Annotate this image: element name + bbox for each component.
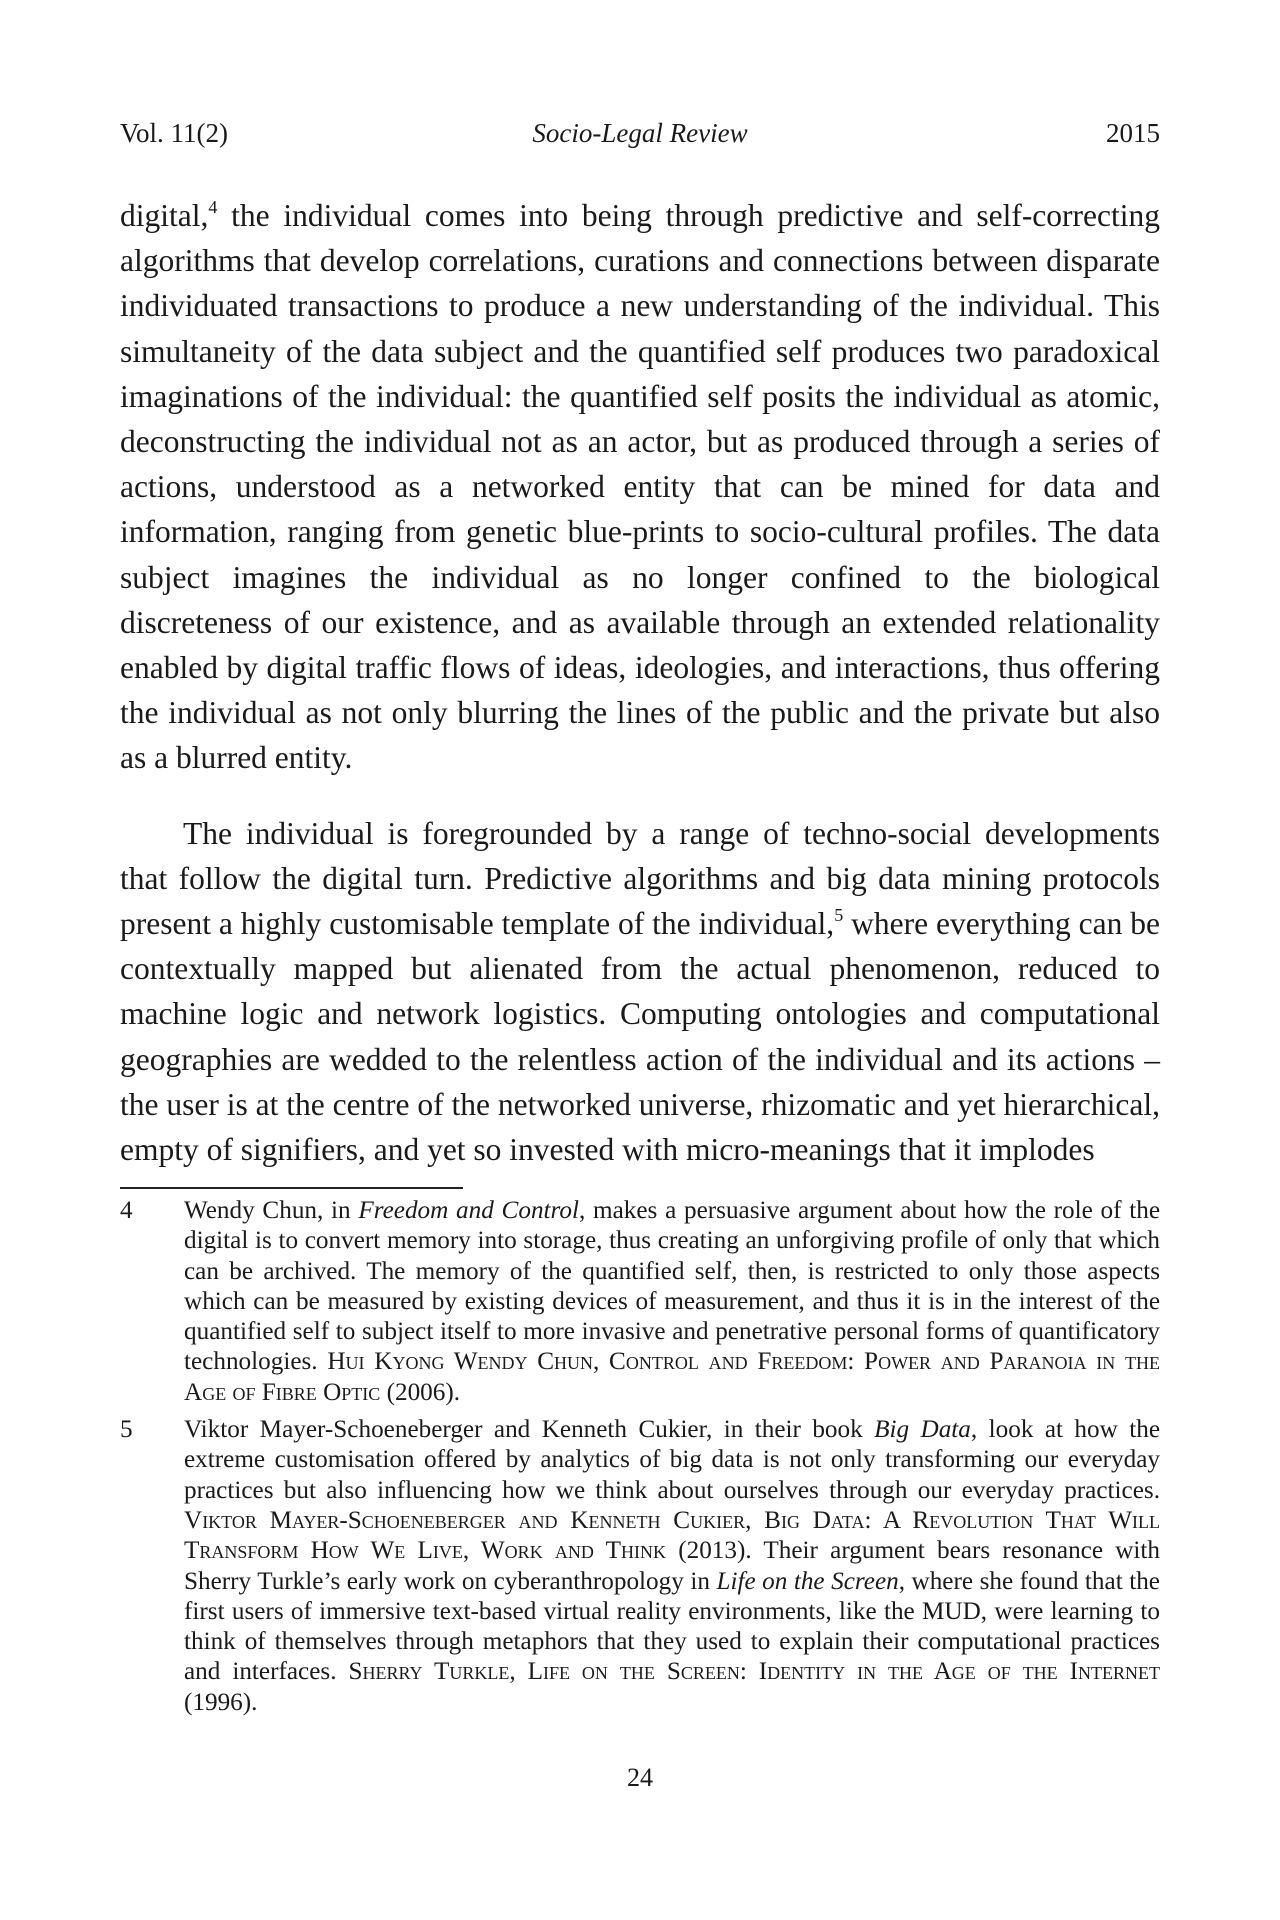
footnote-text: Wendy Chun, in <box>184 1197 359 1224</box>
footnote-ref-5[interactable]: 5 <box>834 904 844 925</box>
footnote-text: , makes a persuasive argument about how the role of the digital is to convert memory into storage, thus creating an unforgiving profile of only that which can be archived. The memory of the quantified self, then, is restricted to only those aspects which can be measured by existing devices of measurement, and thus it is in the interest of the quantified self to subject itself to more invasive and penetrative personal forms of quantificatory technologies. <box>184 1197 1160 1376</box>
footnote-ref-4[interactable]: 4 <box>208 196 218 217</box>
footnote-text: (2006). <box>380 1378 461 1406</box>
footnotes <box>120 1196 1160 1725</box>
journal-title: Socio-Legal Review <box>532 118 748 148</box>
footnote-citation: Sherry Turkle, Life on the Screen: Identity in the Age of the Internet <box>348 1658 1160 1686</box>
paragraph-2-rest: where everything can be contextually mapped but alienated from the actual phenomenon, reduced to machine logic and network logistics. Computing ontologies and computational geographies are wedded to the relentless action of the individual and its actions – the user is at the centre of the networked universe, rhizomatic and yet hierarchical, empty of signifiers, and yet so invested with micro-meanings that it implodes <box>120 906 1160 1168</box>
footnote-text: , where she found that the first users of immersive text-based virtual reality environments, like the MUD, were learning to think of themselves through metaphors that they used to explain their computational practices and interfaces. <box>184 1567 1160 1686</box>
footnote-5 <box>120 1415 1160 1718</box>
running-head <box>120 116 1160 150</box>
page-number: 24 <box>627 1763 653 1792</box>
paragraph-2 <box>120 811 1160 1173</box>
paragraph-1 <box>120 193 1160 781</box>
footnote-text: (2013). Their argument bears resonance with Sherry Turkle’s early work on cyberanthropology in <box>184 1537 1161 1595</box>
volume-label: Vol. 11(2) <box>120 118 228 148</box>
footnote-number: 4 <box>120 1197 133 1224</box>
footnote-title: Life on the Screen <box>716 1567 899 1595</box>
paragraph-1-rest: the individual comes into being through predictive and self-correcting algorithms that develop correlations, curations and connections between disparate individuated transactions to produce a new understanding of the individual. This simultaneity of the data subject and the quantified self produces two paradoxical imaginations of the individual: the quantified self posits the individual as atomic, deconstructing the individual not as an actor, but as produced through a series of actions, understood as a networked entity that can be mined for data and information, ranging from genetic blue-prints to socio-cultural profiles. The data subject imagines the individual as no longer confined to the biological discreteness of our existence, and as available through an extended relationality enabled by digital traffic flows of ideas, ideologies, and interactions, thus offering the individual as not only blurring the lines of the public and the private but also as a blurred entity. <box>120 198 1160 776</box>
paragraph-1-start: digital, <box>120 198 209 233</box>
footnote-separator <box>120 1187 463 1189</box>
journal-page <box>120 0 1160 1920</box>
footnote-text: Viktor Mayer-Schoeneberger and Kenneth Cukier, in their book <box>184 1416 875 1444</box>
year-label: 2015 <box>1106 118 1160 148</box>
footnote-title: Big Data <box>874 1416 971 1444</box>
footnote-citation: Hui Kyong Wendy Chun, Control and Freedom: Power and Paranoia in the Age of Fibre Optic <box>184 1348 1160 1406</box>
footnote-4 <box>120 1196 1160 1408</box>
footnote-text: , look at how the extreme customisation offered by analytics of big data is not only transforming our everyday practices but also influencing how we think about ourselves through our everyday practices. <box>184 1416 1161 1504</box>
footnote-title: Freedom and Control <box>358 1197 579 1224</box>
footnote-citation: Viktor Mayer-Schoeneberger and Kenneth Cukier, Big Data: A Revolution That Will Transform How We Live, Work and Think <box>184 1506 1160 1565</box>
main-text <box>120 193 1160 1172</box>
paragraph-2-start: The individual is foregrounded by a range of techno-social developments that follow the digital turn. Predictive algorithms and big data mining protocols present a highly customisable template of the individual, <box>120 815 1160 942</box>
footnote-text: (1996). <box>184 1688 258 1716</box>
footnote-number: 5 <box>120 1416 133 1444</box>
